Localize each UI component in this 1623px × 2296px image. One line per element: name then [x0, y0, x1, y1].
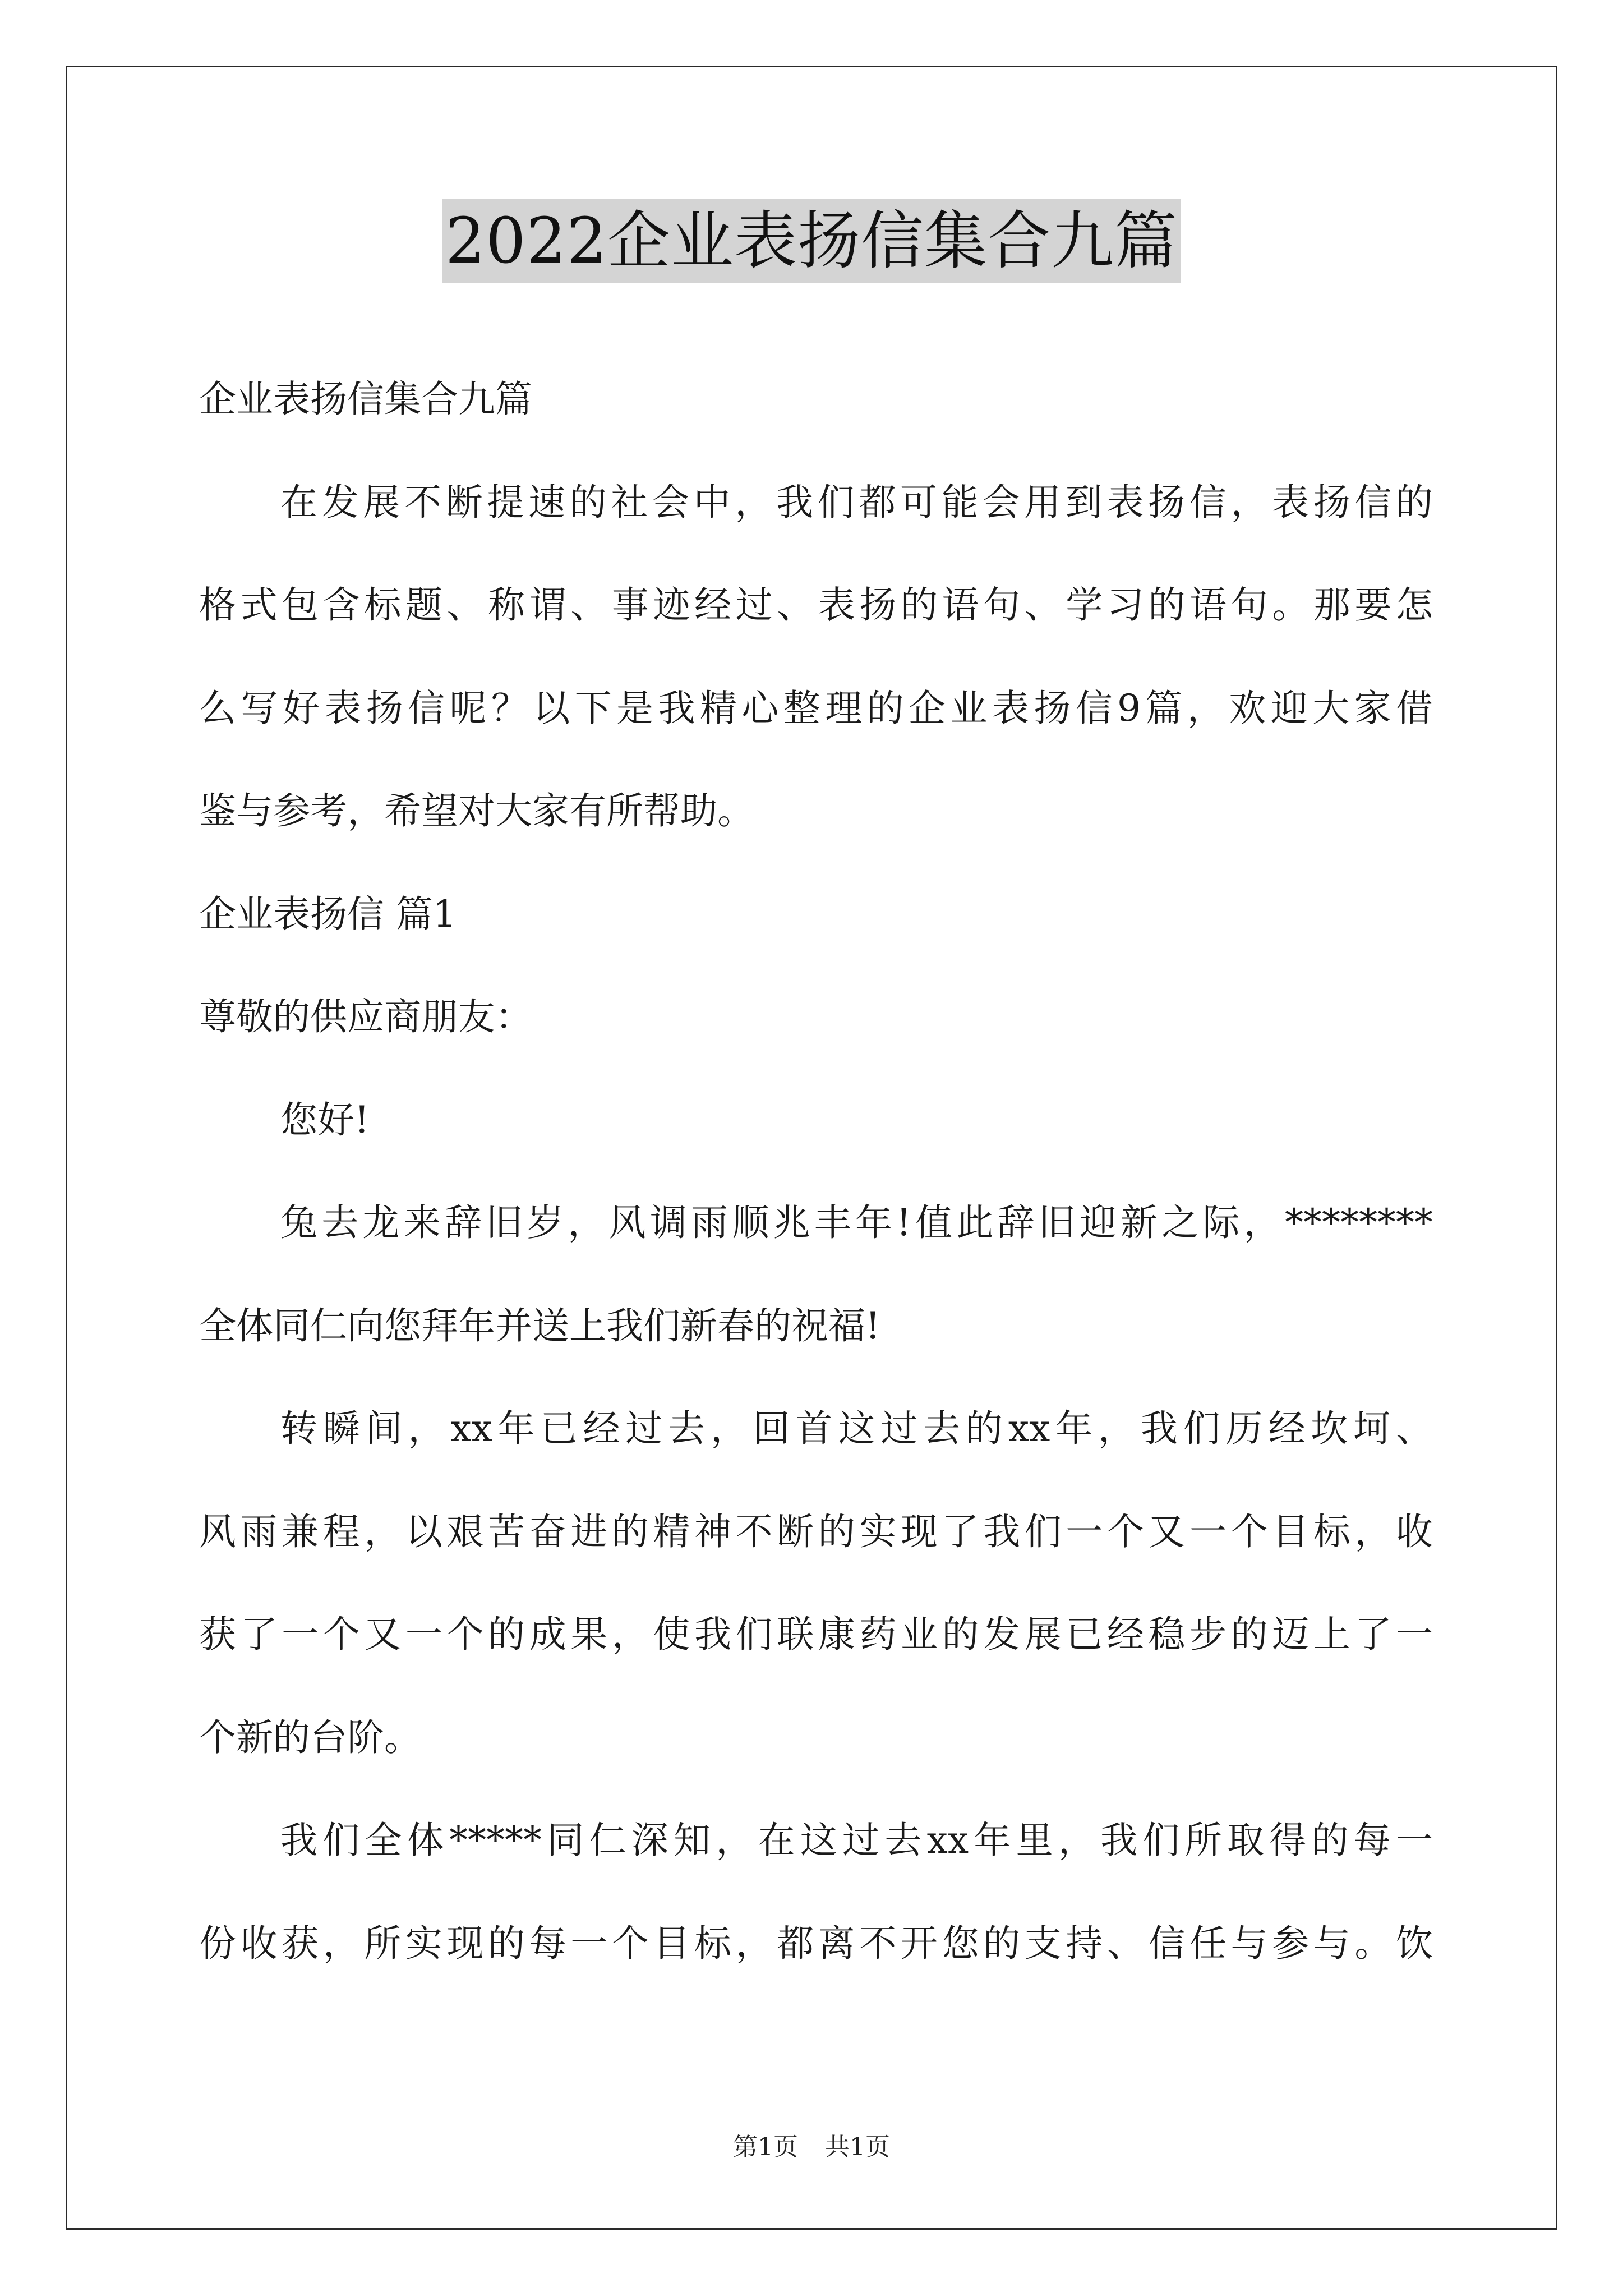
- text-line: 份收获，所实现的每一个目标，都离不开您的支持、信任与参与。饮: [199, 1921, 1433, 1965]
- text-line: 格式包含标题、称谓、事迹经过、表扬的语句、学习的语句。那要怎: [199, 583, 1433, 627]
- page-footer: [0, 2131, 1623, 2164]
- title-container: [0, 199, 1623, 283]
- document-title: 2022企业表扬信集合九篇: [442, 199, 1181, 283]
- text-line: 么写好表扬信呢？以下是我精心整理的企业表扬信9篇，欢迎大家借: [199, 686, 1433, 730]
- text-line: 企业表扬信集合九篇: [199, 378, 532, 421]
- document-body: [199, 348, 1433, 1995]
- text-line: 获了一个又一个的成果，使我们联康药业的发展已经稳步的迈上了一: [199, 1613, 1433, 1656]
- page-number-total: 共1页: [825, 2133, 890, 2161]
- text-line: 鉴与参考，希望对大家有所帮助。: [199, 789, 754, 832]
- text-line: 兔去龙来辞旧岁，风调雨顺兆丰年!值此辞旧迎新之际，********: [280, 1201, 1433, 1244]
- text-line: 尊敬的供应商朋友：: [199, 995, 532, 1038]
- text-line: 转瞬间，xx年已经过去，回首这过去的xx年，我们历经坎坷、: [280, 1407, 1433, 1450]
- text-line: 企业表扬信 篇1: [199, 892, 457, 936]
- page-number-current: 第1页: [733, 2133, 798, 2161]
- text-line: 您好!: [280, 1098, 370, 1142]
- text-line: 在发展不断提速的社会中，我们都可能会用到表扬信，表扬信的: [280, 480, 1433, 524]
- text-line: 个新的台阶。: [199, 1715, 421, 1759]
- text-line: 风雨兼程，以艰苦奋进的精神不断的实现了我们一个又一个目标，收: [199, 1510, 1433, 1553]
- text-line: 全体同仁向您拜年并送上我们新春的祝福!: [199, 1304, 880, 1347]
- text-line: 我们全体*****同仁深知，在这过去xx年里，我们所取得的每一: [280, 1819, 1433, 1862]
